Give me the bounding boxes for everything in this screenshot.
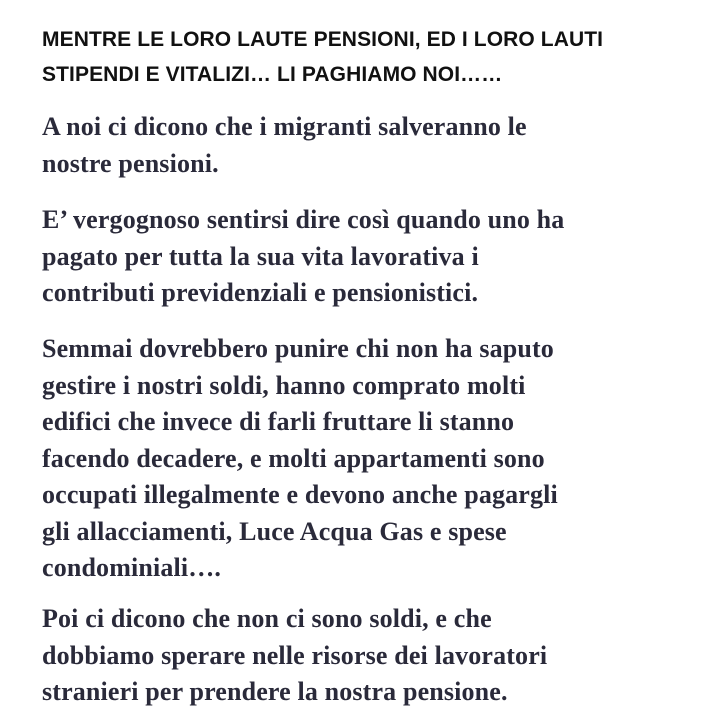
text-line: dobbiamo sperare nelle risorse dei lavoratori [42,640,548,670]
text-line: stranieri per prendere la nostra pensione. [42,677,508,706]
text-line: edifici che invece di farli fruttare li stanno [42,407,515,436]
text-line: E’ vergognoso sentirsi dire così quando uno ha [42,205,565,234]
text-line: occupati illegalmente e devono anche pagargli [42,480,558,509]
headline-line: STIPENDI E VITALIZI… LI PAGHIAMO NOI…… [42,63,503,86]
text-line: facendo decadere, e molti appartamenti sono [42,443,545,473]
paragraph-no-money [42,601,702,711]
headline [42,22,702,92]
text-line: pagato per tutta la sua vita lavorativa i [42,241,479,271]
paragraph-migrants-pensions [42,109,702,182]
paragraph-mismanagement [42,331,702,587]
paragraph-shameful [42,202,702,312]
headline-line: MENTRE LE LORO LAUTE PENSIONI, ED I LORO LAUTI [42,28,604,51]
text-line: Semmai dovrebbero punire chi non ha saputo [42,334,554,363]
text-line: nostre pensioni. [42,148,219,178]
text-line: Poi ci dicono che non ci sono soldi, e che [42,604,492,633]
text-line: contributi previdenziali e pensionistici. [42,278,479,307]
text-line: gli allacciamenti, Luce Acqua Gas e spese [42,516,507,546]
text-line: gestire i nostri soldi, hanno comprato molti [42,370,526,400]
text-line: A noi ci dicono che i migranti salveranno le [42,112,527,141]
text-line: condominiali…. [42,553,222,582]
